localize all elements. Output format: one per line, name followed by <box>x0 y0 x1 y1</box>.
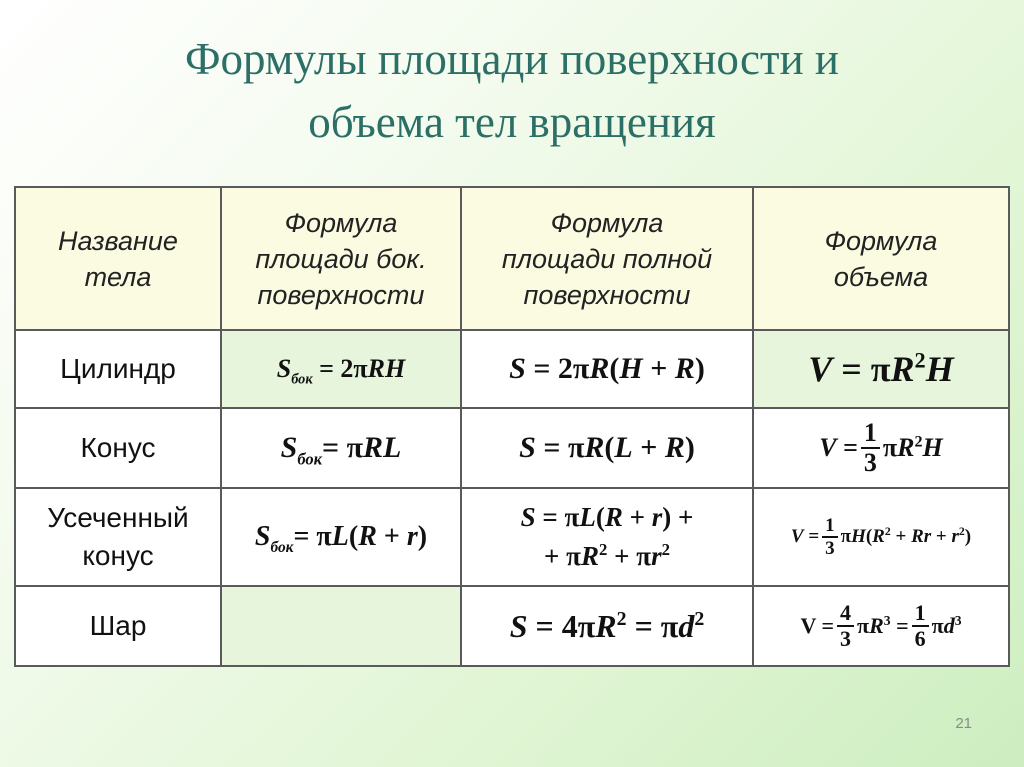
cylinder-lateral-formula <box>221 330 461 408</box>
table-row-cylinder <box>15 330 1009 408</box>
frustum-volume-formula <box>753 488 1009 586</box>
slide-title <box>40 28 984 154</box>
formula: S = πR(L + R) <box>519 431 695 464</box>
frustum-lateral-formula <box>221 488 461 586</box>
formula: $S_{бок}= \pi RL$ <box>280 431 402 469</box>
formula: V = $\frac{1}{3}$ $\pi R^2H$ <box>819 418 943 477</box>
formula: $V = \pi R^2H$ <box>808 347 954 389</box>
header-name: Название тела <box>15 187 221 330</box>
cylinder-name: Цилиндр <box>15 330 221 408</box>
header-lateral: Формула площади бок. поверхности <box>221 187 461 330</box>
cylinder-volume-formula <box>753 330 1009 408</box>
cone-name: Конус <box>15 408 221 488</box>
formula-line-1: S = πL(R + r) + <box>520 502 694 532</box>
sphere-volume-formula <box>753 586 1009 666</box>
formula: $S_{бок}= \pi L(R + r)$ <box>254 521 428 556</box>
sphere-total-formula <box>461 586 753 666</box>
formula: V = $\frac{1}{3}$ $\pi H(R^2 + Rr + r^2)$ <box>790 515 972 559</box>
fraction: $\frac{1}{6}$ <box>912 602 929 650</box>
cone-lateral-formula <box>221 408 461 488</box>
formula: $S = 4\pi R^2 = \pi d^2$ <box>509 607 705 644</box>
header-volume: Формула объема <box>753 187 1009 330</box>
slide-title-line-2: объема тел вращения <box>308 97 716 147</box>
fraction: $\frac{1}{3}$ <box>822 516 838 558</box>
formula-line-2: + $\pi R^2 + \pi r^2$ <box>544 539 670 571</box>
cone-total-formula <box>461 408 753 488</box>
page-number: 21 <box>955 715 972 732</box>
table-row-frustum <box>15 488 1009 586</box>
frustum-total-formula <box>461 488 753 586</box>
formulas-table <box>14 186 1010 667</box>
table-row-sphere <box>15 586 1009 666</box>
fraction: $\frac{1}{3}$ <box>861 420 880 476</box>
sphere-name: Шар <box>15 586 221 666</box>
cone-volume-formula <box>753 408 1009 488</box>
slide-title-line-1: Формулы площади поверхности и <box>185 34 839 84</box>
table-row-cone <box>15 408 1009 488</box>
formula: V = $\frac{4}{3}$ $\pi R^3$ = $\frac{1}{6}$ $\pi d^3$ <box>800 600 962 651</box>
cylinder-total-formula <box>461 330 753 408</box>
frustum-name: Усеченный конус <box>15 488 221 586</box>
formula: S = 2πR(H + R) <box>509 352 705 385</box>
header-row <box>15 187 1009 330</box>
header-total: Формула площади полной поверхности <box>461 187 753 330</box>
fraction: $\frac{4}{3}$ <box>837 602 854 650</box>
formula: $S_{бок} = 2\pi RH$ <box>276 354 406 388</box>
sphere-lateral-formula <box>221 586 461 666</box>
